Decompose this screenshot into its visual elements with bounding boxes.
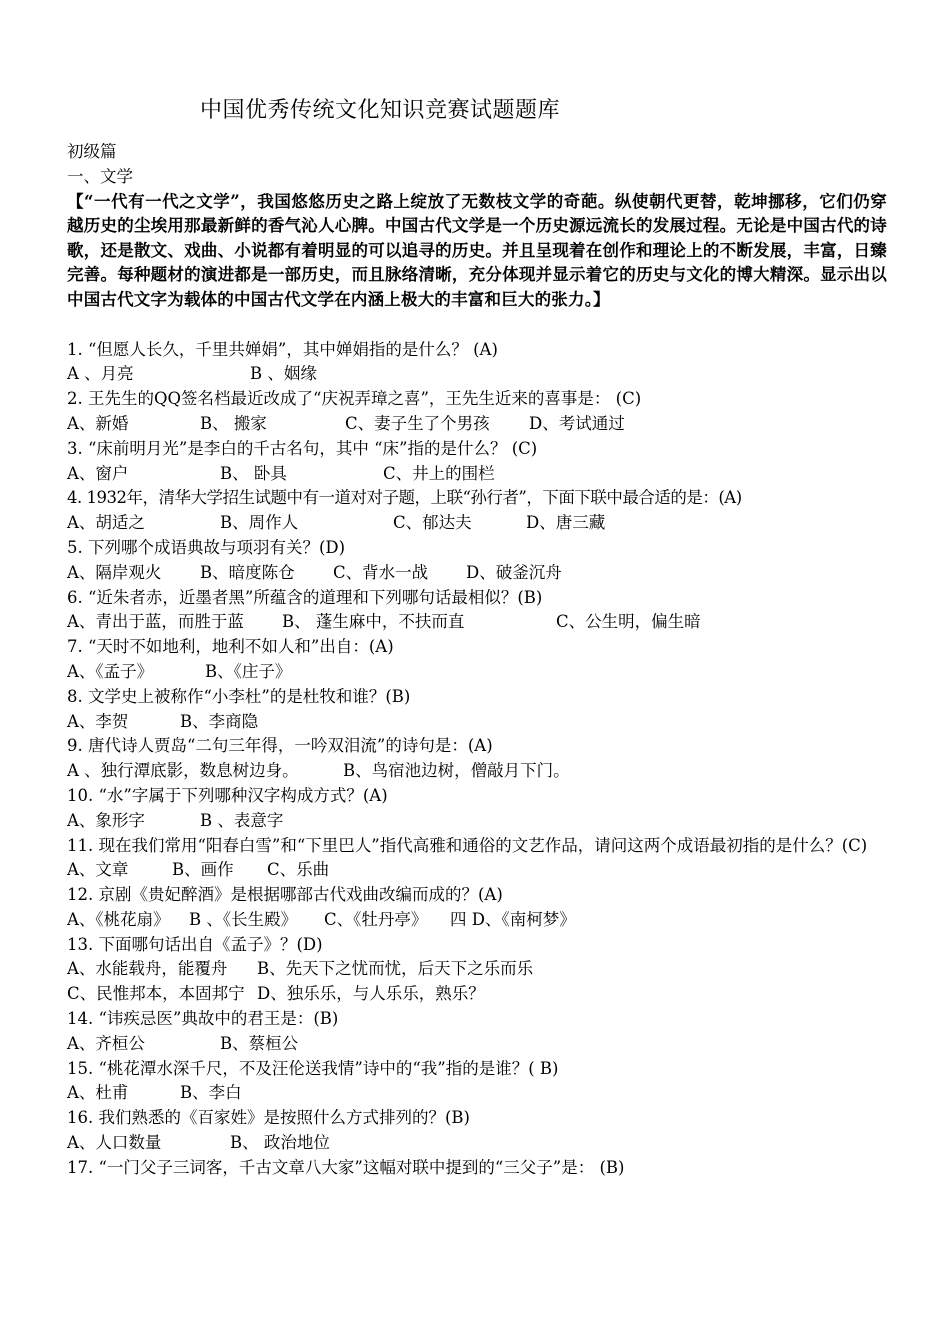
option: A、文章 bbox=[67, 860, 129, 880]
intro-paragraph: 【“一代有一代之文学”，我国悠悠历史之路上绽放了无数枝文学的奇葩。纵使朝代更替，乾坤挪移，它们仍穿越历史的尘埃用那最新鲜的香气沁人心脾。中国古代文学是一个历史源远流长的发展过程。无论是中国古代的诗歌，还是散文、戏曲、小说都有着明显的可以追寻的历史。并且呈现着在创作和理论上的不断发展，丰富，日臻完善。每种题材的演进都是一部历史，而且脉络清晰，充分体现并显示着它的历史与文化的博大精深。显示出以中国古代文字为载体的中国古代文学在内涵上极大的丰富和巨大的张力。】 bbox=[67, 191, 888, 309]
option: B、画作 bbox=[172, 860, 234, 880]
options-2 bbox=[67, 412, 887, 437]
option: C、乐曲 bbox=[267, 860, 330, 880]
option: A、齐桓公 bbox=[67, 1033, 145, 1053]
question-10: 10. “水”字属于下列哪种汉字构成方式？(A) bbox=[67, 785, 388, 805]
option: B、 搬家 bbox=[200, 413, 267, 433]
option: B 、《长生殿》 bbox=[189, 909, 298, 929]
option: A、人口数量 bbox=[67, 1133, 162, 1153]
option: C、井上的围栏 bbox=[383, 463, 495, 483]
question-7: 7. “天时不如地利，地利不如人和”出自：(A) bbox=[67, 637, 394, 657]
option: C、公生明，偏生暗 bbox=[556, 612, 701, 632]
option: C、背水一战 bbox=[333, 562, 429, 582]
option: A、李贺 bbox=[67, 711, 129, 731]
options-5 bbox=[67, 561, 887, 586]
option: C、妻子生了个男孩 bbox=[345, 413, 490, 433]
option: A、水能载舟，能覆舟 bbox=[67, 959, 228, 979]
options-3 bbox=[67, 462, 887, 487]
question-8: 8. 文学史上被称作“小李杜”的是杜牧和谁？(B) bbox=[67, 686, 411, 706]
option: C、民惟邦本，本固邦宁 bbox=[67, 984, 245, 1004]
option: B、鸟宿池边树，僧敲月下门。 bbox=[343, 761, 570, 781]
question-2: 2. 王先生的QQ签名档最近改成了“庆祝弄璋之喜”，王先生近来的喜事是： (C) bbox=[67, 389, 642, 409]
content-body bbox=[67, 140, 887, 1181]
option: D、唐三藏 bbox=[526, 513, 606, 533]
blank-line bbox=[67, 313, 887, 338]
options-4 bbox=[67, 511, 887, 536]
option: A、象形字 bbox=[67, 810, 145, 830]
options-13b bbox=[67, 982, 887, 1007]
option: A、新婚 bbox=[67, 413, 129, 433]
question-17: 17. “一门父子三词客，千古文章八大家”这幅对联中提到的“三父子”是： (B) bbox=[67, 1157, 625, 1177]
question-4: 4. 1932年，清华大学招生试题中有一道对对子题，上联“孙行者”，下面下联中最合适的是：(A) bbox=[67, 488, 742, 508]
options-16 bbox=[67, 1131, 887, 1156]
options-12 bbox=[67, 908, 887, 933]
option: B、李商隐 bbox=[180, 711, 259, 731]
option: C、《牡丹亭》 bbox=[324, 909, 428, 929]
option: B、 蓬生麻中，不扶而直 bbox=[282, 612, 465, 632]
option: A、隔岸观火 bbox=[67, 562, 162, 582]
option: D、破釜沉舟 bbox=[466, 562, 562, 582]
options-1 bbox=[67, 362, 887, 387]
options-15 bbox=[67, 1081, 887, 1106]
level-heading: 初级篇 bbox=[67, 142, 117, 161]
option: B、蔡桓公 bbox=[220, 1033, 299, 1053]
option: B、周作人 bbox=[220, 513, 299, 533]
option: A、胡适之 bbox=[67, 513, 145, 533]
options-6 bbox=[67, 610, 887, 635]
option: A、《孟子》 bbox=[67, 661, 154, 681]
option: B、暗度陈仓 bbox=[200, 562, 295, 582]
question-16: 16. 我们熟悉的《百家姓》是按照什么方式排列的？(B) bbox=[67, 1108, 470, 1128]
option: A 、独行潭底影，数息树边身。 bbox=[67, 761, 299, 781]
option: B、《庄子》 bbox=[205, 661, 292, 681]
section-heading: 一、文学 bbox=[67, 166, 133, 186]
option: A 、月亮 bbox=[67, 364, 134, 384]
option: C、郁达夫 bbox=[393, 513, 472, 533]
option: B、 卧具 bbox=[220, 463, 287, 483]
question-5: 5. 下列哪个成语典故与项羽有关？(D) bbox=[67, 537, 346, 557]
question-13: 13. 下面哪句话出自《孟子》？(D) bbox=[67, 934, 323, 954]
options-13a bbox=[67, 957, 887, 982]
options-10 bbox=[67, 809, 887, 834]
option: A、《桃花扇》 bbox=[67, 909, 170, 929]
option: B、先天下之忧而忧，后天下之乐而乐 bbox=[257, 959, 534, 979]
option: 四 D、《南柯梦》 bbox=[450, 909, 576, 929]
option: B、 政治地位 bbox=[230, 1133, 330, 1153]
options-7 bbox=[67, 660, 887, 685]
question-9: 9. 唐代诗人贾岛“二句三年得，一吟双泪流”的诗句是：(A) bbox=[67, 736, 493, 756]
question-11: 11. 现在我们常用“阳春白雪”和“下里巴人”指代高雅和通俗的文艺作品，请问这两个成语最初指的是什么？(C) bbox=[67, 835, 868, 855]
question-15: 15. “桃花潭水深千尺，不及汪伦送我情”诗中的“我”指的是谁？( B) bbox=[67, 1058, 559, 1078]
options-9 bbox=[67, 759, 887, 784]
option: B、李白 bbox=[180, 1083, 242, 1103]
options-8 bbox=[67, 710, 887, 735]
option: D、考试通过 bbox=[529, 413, 625, 433]
options-14 bbox=[67, 1032, 887, 1057]
option: A、青出于蓝，而胜于蓝 bbox=[67, 612, 244, 632]
option: B 、表意字 bbox=[200, 810, 284, 830]
page-title: 中国优秀传统文化知识竞赛试题题库 bbox=[200, 98, 561, 123]
option: A、杜甫 bbox=[67, 1083, 129, 1103]
question-6: 6. “近朱者赤，近墨者黑”所蕴含的道理和下列哪句话最相似？(B) bbox=[67, 587, 543, 607]
question-12: 12. 京剧《贵妃醉酒》是根据哪部古代戏曲改编而成的？(A) bbox=[67, 885, 503, 905]
option: B 、姻缘 bbox=[250, 364, 317, 384]
question-1: 1. “但愿人长久，千里共婵娟”，其中婵娟指的是什么？ (A) bbox=[67, 339, 498, 359]
question-3: 3. “床前明月光”是李白的千古名句，其中 “床”指的是什么？ (C) bbox=[67, 438, 538, 458]
option: D、独乐乐，与人乐乐，熟乐？ bbox=[257, 984, 485, 1004]
options-11 bbox=[67, 858, 887, 883]
question-14: 14. “讳疾忌医”典故中的君王是：(B) bbox=[67, 1009, 339, 1029]
option: A、窗户 bbox=[67, 463, 129, 483]
